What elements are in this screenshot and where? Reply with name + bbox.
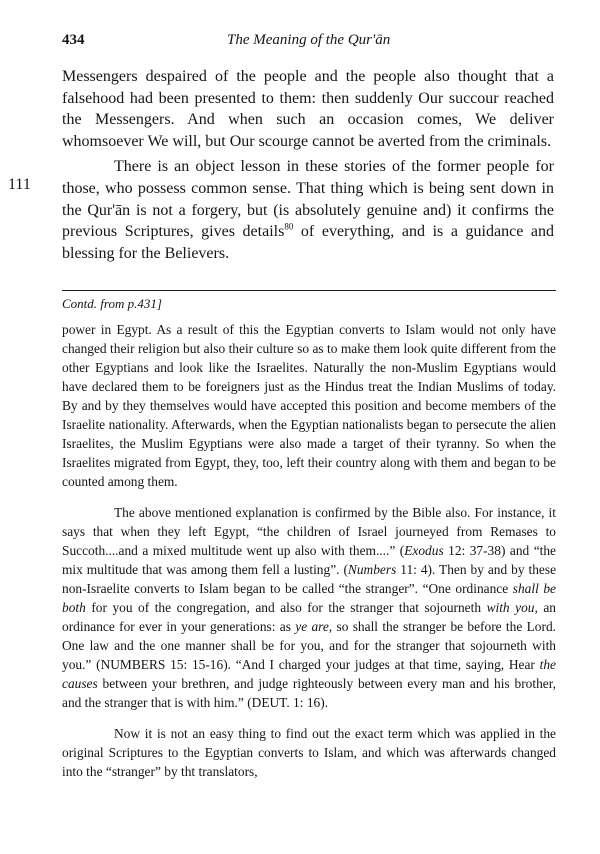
continuation-label: Contd. from p.431]: [62, 296, 162, 311]
commentary-note: [62, 294, 556, 781]
verse-number: 111: [8, 176, 31, 193]
page-number: 434: [62, 32, 85, 48]
verse-text: There is an object lesson in these stories of the former people for those, who possess common sense. That thing which is being sent down in the Qur'ān is not a forgery, but (is absolutely genuine and) it confirms the previous Scriptures, gives details: [62, 158, 554, 241]
running-title: The Meaning of the Qur'ān: [227, 32, 391, 48]
note-paragraph-2: The above mentioned explanation is confirmed by the Bible also. For instance, it says that when they left Egypt, “the children of Israel journeyed from Remases to Succoth....and a mixed multitude went up also with them....” (Exodus 12: 37-38) and “the mix multitude that was among them fell a lusting”. (Numbers 11: 4). Then by and by these non-Israelite converts to Islam began to be called “the stranger”. “One ordinance shall be both for you of the congregation, and also for the stranger that sojourneth with you, an ordinance for ever in your generations: as ye are, so shall the stranger be before the Lord. One law and the one manner shall be for you, and for the stranger that sojourneth with you.” (NUMBERS 15: 15-16). “And I charged your judges at that time, saying, Hear the causes between your brethren, and judge righteously between every man and his brother, and the stranger that is with him.” (DEUT. 1: 16).: [62, 505, 557, 710]
note-paragraph-3: Now it is not an easy thing to find out the exact term which was applied in the original Scriptures to the Egyptian converts to Islam, and which was afterwards changed into the “stranger” by tht translators,: [62, 726, 556, 779]
translation-paragraph: Messengers despaired of the people and the people also thought that a falsehood had been presented to them: then suddenly Our succour reached the Messengers. And when such an occasion comes, We deliver whomsoever We will, but Our scourge cannot be averted from the criminals.: [62, 68, 554, 150]
verse-text-end: of everything, and is a guidance and blessing for the Believers.: [62, 223, 555, 262]
footnote-divider: [62, 290, 556, 291]
page-header: [62, 32, 556, 52]
note-paragraph-1: power in Egypt. As a result of this the Egyptian converts to Islam would not only have changed their religion but also their culture so as to make them look quite different from the other Egyptians and look like the Israelites. Naturally the non-Muslim Egyptians would have declared them to be foreigners just as the Hindus treat the Indian Muslims of today. By and by they themselves would have accepted this position and become members of the Israelite nationality. Afterwards, when the Egyptian nationalists began to persecute the alien Israelites, the Muslim Egyptians were also made a target of their tyranny. So when the Israelites migrated from Egypt, they, too, left their country along with them and began to be counted among them.: [62, 322, 556, 489]
main-translation-text: [62, 66, 554, 264]
verse-paragraph: [62, 156, 554, 264]
footnote-reference[interactable]: 80: [284, 221, 294, 232]
